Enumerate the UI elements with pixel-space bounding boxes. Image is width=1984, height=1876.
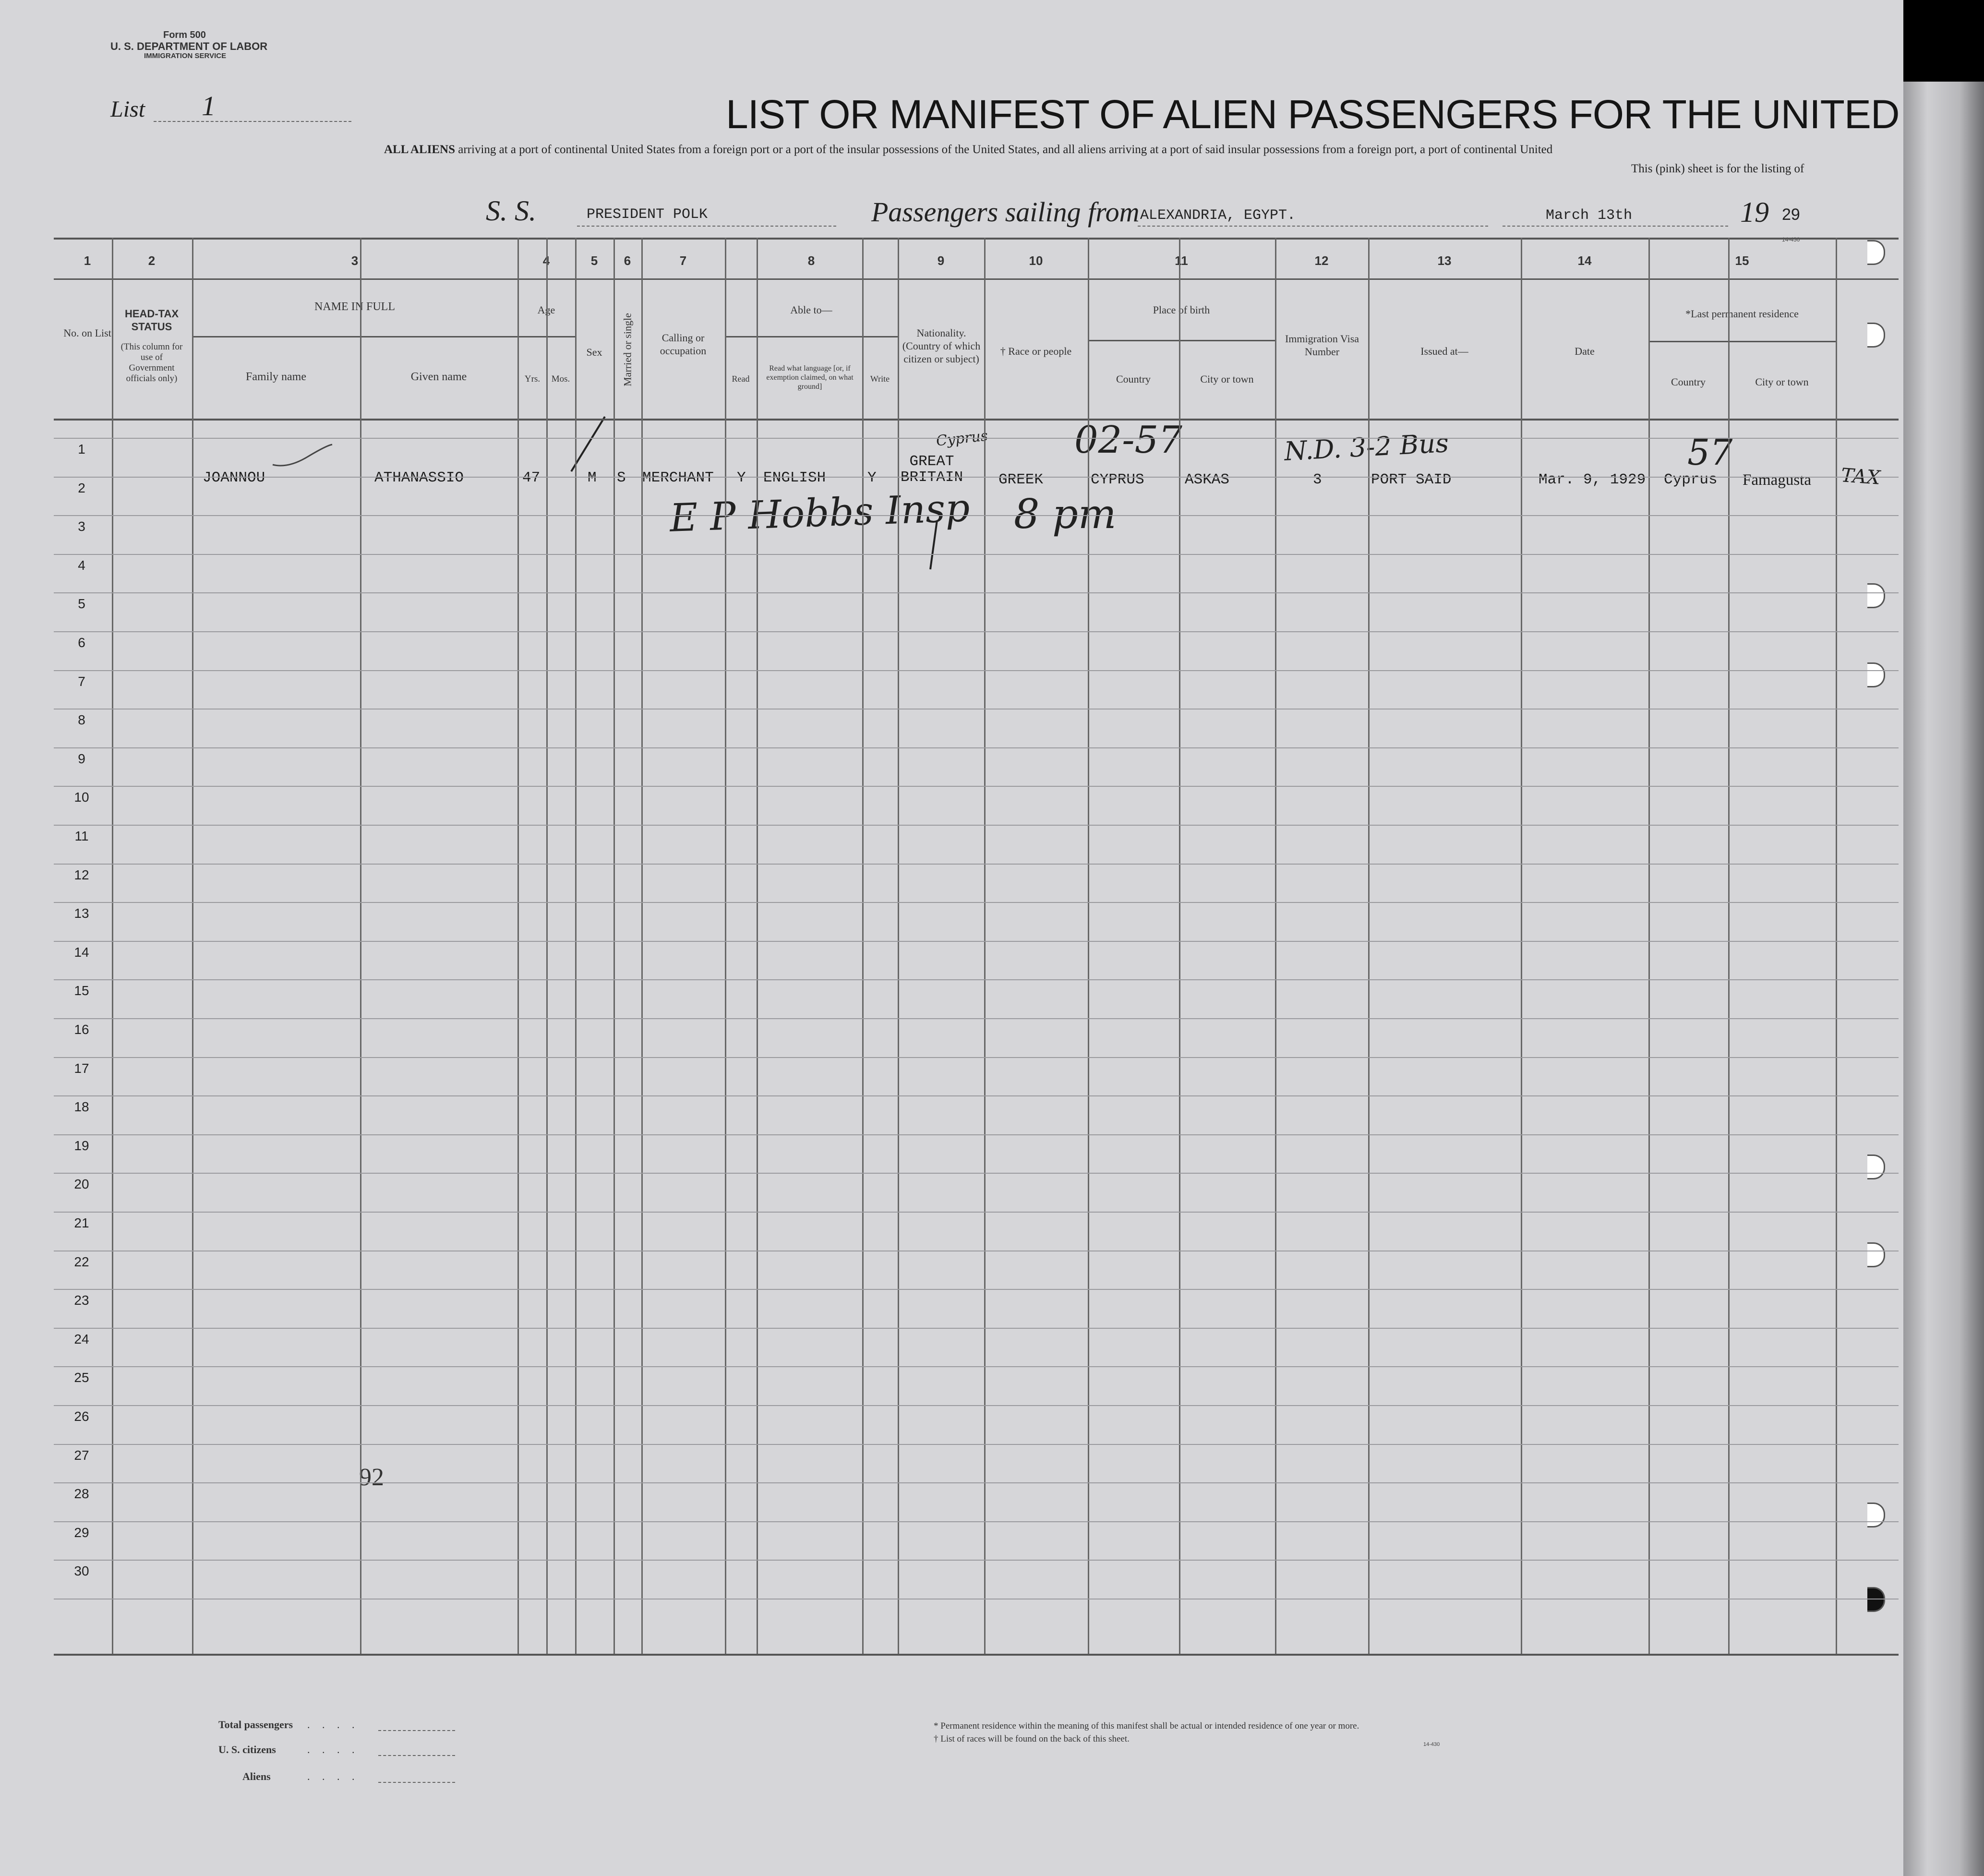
citizens-rule — [378, 1755, 455, 1756]
row-number: 17 — [74, 1061, 89, 1076]
row-number: 10 — [74, 790, 89, 805]
row-number: 16 — [74, 1022, 89, 1037]
column-rule — [360, 238, 361, 1654]
cell-age-years: 47 — [522, 469, 541, 486]
cell-occupation: MERCHANT — [642, 469, 714, 486]
row-rule — [54, 1018, 1899, 1019]
row-rule — [54, 709, 1899, 710]
ss-label: S. S. — [486, 195, 536, 227]
column-number-5: 5 — [590, 253, 598, 268]
row-number: 29 — [74, 1525, 89, 1540]
row-rule — [54, 1444, 1899, 1445]
residence-subheader-rule — [1648, 341, 1836, 342]
row-rule — [54, 631, 1899, 632]
cell-visa-date: Mar. 9, 1929 — [1539, 471, 1646, 488]
footnote-races: † List of races will be found on the back of this sheet. — [934, 1734, 1130, 1744]
row-number: 7 — [78, 674, 85, 689]
header-visa-number: Immigration Visa Number — [1285, 333, 1359, 358]
column-number-12: 12 — [1314, 253, 1329, 268]
row-rule — [54, 1521, 1899, 1522]
column-rule — [546, 238, 548, 1654]
row-rule — [54, 1560, 1899, 1561]
row-rule — [54, 941, 1899, 942]
header-head-tax-note: (This column for use of Government officials only) — [120, 342, 183, 384]
year-suffix: 29 — [1782, 205, 1800, 224]
header-calling: Calling or occupation — [660, 332, 707, 357]
header-date: Date — [1575, 345, 1595, 357]
port-rule — [1138, 226, 1488, 227]
header-yrs: Yrs. — [524, 374, 541, 384]
handwritten-race-code: 02-57 — [1074, 419, 1182, 462]
header-residence-city: City or town — [1755, 376, 1809, 388]
row-rule — [54, 747, 1899, 748]
row-rule — [54, 1366, 1899, 1367]
column-rule — [862, 238, 864, 1654]
binder-hole — [1867, 1587, 1885, 1612]
cell-family-name: JOANNOU — [203, 469, 265, 486]
dots-2: . . . . — [307, 1744, 360, 1756]
stamp-number: 92 — [359, 1464, 384, 1491]
footer-total-passengers: Total passengers — [218, 1719, 293, 1731]
able-subheader-rule — [725, 336, 898, 337]
cell-language: ENGLISH — [763, 469, 826, 486]
row-rule — [54, 902, 1899, 903]
header-birth-city: City or town — [1200, 373, 1254, 385]
date-rule — [1503, 226, 1728, 227]
row-rule — [54, 1212, 1899, 1213]
column-rule — [1088, 238, 1089, 1654]
row-number: 6 — [78, 635, 85, 650]
row-rule — [54, 438, 1899, 439]
handwritten-tax: TAX — [1840, 464, 1881, 489]
header-place-of-birth: Place of birth — [1153, 304, 1210, 316]
total-rule — [378, 1730, 455, 1731]
column-number-7: 7 — [679, 253, 687, 268]
table-bottom-rule — [54, 1654, 1899, 1656]
row-number: 8 — [78, 712, 85, 727]
footer-us-citizens: U. S. citizens — [218, 1744, 276, 1756]
header-married-or-single: Married or single — [621, 313, 634, 386]
column-rule — [757, 238, 758, 1654]
column-rule — [517, 238, 519, 1654]
cell-sex: M — [588, 469, 597, 486]
family-name-check-mark — [269, 441, 336, 469]
sailing-label: Passengers sailing from — [871, 196, 1140, 228]
handwritten-residence-code: 57 — [1687, 432, 1733, 473]
row-number: 15 — [74, 983, 89, 998]
row-rule — [54, 477, 1899, 478]
cell-read: Y — [737, 469, 746, 486]
list-number: 1 — [202, 90, 216, 121]
column-rule — [1521, 238, 1522, 1654]
column-rule — [984, 238, 986, 1654]
subtitle-lead: ALL ALIENS — [384, 143, 455, 156]
row-number: 21 — [74, 1215, 89, 1230]
column-number-rule — [54, 278, 1899, 280]
header-no-on-list: No. on List — [63, 327, 111, 339]
row-rule — [54, 864, 1899, 865]
header-able-to: Able to— — [790, 304, 832, 316]
row-rule — [54, 1134, 1899, 1135]
cell-residence-country: Cyprus — [1664, 471, 1718, 488]
cell-marital-status: S — [617, 469, 626, 486]
cell-given-name: ATHANASSIO — [374, 469, 464, 486]
column-number-6: 6 — [624, 253, 631, 268]
age-check-mark — [566, 413, 610, 475]
binder-hole — [1867, 1154, 1885, 1179]
header-bottom-rule — [54, 419, 1899, 421]
header-race: † Race or people — [1000, 345, 1072, 357]
column-rule — [575, 238, 577, 1654]
row-number: 12 — [74, 867, 89, 882]
row-rule — [54, 592, 1899, 593]
column-rule — [1368, 238, 1370, 1654]
row-rule — [54, 1405, 1899, 1406]
row-rule — [54, 1289, 1899, 1290]
row-number: 3 — [78, 519, 85, 534]
row-rule — [54, 670, 1899, 671]
subtitle-line-1 — [384, 143, 1552, 156]
aliens-rule — [378, 1782, 455, 1783]
inspector-signature: E P Hobbs Insp — [669, 485, 971, 541]
footer-code: 14-430 — [1423, 1742, 1440, 1747]
column-rule — [898, 238, 899, 1654]
row-rule — [54, 1328, 1899, 1329]
ship-rule — [577, 226, 836, 227]
cell-race: GREEK — [998, 471, 1044, 488]
column-rule — [192, 238, 193, 1654]
column-number-4: 4 — [542, 253, 550, 268]
form-number: Form 500 — [163, 30, 206, 40]
row-number: 13 — [74, 906, 89, 921]
cell-birth-city: ASKAS — [1185, 471, 1230, 488]
column-number-11: 11 — [1175, 253, 1188, 268]
row-rule — [54, 979, 1899, 980]
binder-hole — [1867, 323, 1885, 348]
cell-birth-country: CYPRUS — [1091, 471, 1144, 488]
column-number-10: 10 — [1029, 253, 1043, 268]
column-number-15: 15 — [1735, 253, 1749, 268]
department-label: U. S. DEPARTMENT OF LABOR — [110, 40, 268, 52]
row-rule — [54, 1173, 1899, 1174]
row-rule — [54, 1482, 1899, 1483]
handwritten-hour: 8 pm — [1014, 491, 1117, 538]
row-number: 4 — [78, 558, 85, 573]
column-rule — [725, 238, 726, 1654]
handwritten-nationality-note: Cyprus — [935, 427, 989, 450]
list-number-rule — [154, 121, 351, 122]
header-residence-country: Country — [1671, 376, 1706, 388]
header-issued-at: Issued at— — [1420, 345, 1468, 357]
binder-hole — [1867, 662, 1885, 687]
row-rule — [54, 554, 1899, 555]
row-rule — [54, 515, 1899, 516]
column-rule — [641, 238, 643, 1654]
header-sex: Sex — [586, 346, 602, 358]
column-rule — [112, 238, 113, 1654]
row-number: 2 — [78, 481, 85, 495]
column-rule — [1728, 238, 1730, 1654]
name-subheader-rule — [192, 336, 517, 337]
row-number: 22 — [74, 1254, 89, 1269]
header-name-in-full: NAME IN FULL — [314, 301, 395, 313]
row-number: 20 — [74, 1177, 89, 1191]
row-number: 25 — [74, 1370, 89, 1385]
page-title: LIST OR MANIFEST OF ALIEN PASSENGERS FOR THE UNITED — [726, 92, 1900, 137]
column-number-14: 14 — [1577, 253, 1592, 268]
row-number: 27 — [74, 1448, 89, 1463]
header-family-name: Family name — [246, 371, 306, 383]
footnote-residence: * Permanent residence within the meaning of this manifest shall be actual or intended residence of one year or more. — [934, 1721, 1359, 1731]
row-number: 28 — [74, 1486, 89, 1501]
row-number: 19 — [74, 1138, 89, 1153]
row-number: 23 — [74, 1293, 89, 1308]
column-rule — [1836, 238, 1837, 1654]
dots-3: . . . . — [307, 1770, 360, 1782]
row-rule — [54, 1095, 1899, 1096]
column-rule — [1179, 238, 1180, 1654]
service-label: IMMIGRATION SERVICE — [144, 52, 227, 60]
table-top-rule — [54, 238, 1899, 240]
header-write: Write — [870, 374, 890, 384]
binder-hole — [1867, 583, 1885, 608]
header-given-name: Given name — [410, 371, 467, 383]
row-number: 24 — [74, 1332, 89, 1347]
row-rule — [54, 786, 1899, 787]
year-prefix: 19 — [1740, 196, 1769, 228]
header-last-residence: *Last permanent residence — [1685, 308, 1799, 320]
column-number-1: 1 — [84, 253, 91, 268]
row-number: 26 — [74, 1409, 89, 1424]
column-number-3: 3 — [351, 253, 359, 268]
column-rule — [1648, 238, 1650, 1654]
header-read: Read — [732, 374, 750, 384]
row-number: 5 — [78, 596, 85, 611]
header-age: Age — [537, 304, 555, 316]
cell-nationality: GREAT BRITAIN — [900, 453, 963, 486]
cell-visa-number: 3 — [1313, 471, 1322, 488]
row-number: 11 — [74, 829, 89, 843]
column-number-9: 9 — [937, 253, 945, 268]
birth-subheader-rule — [1088, 340, 1275, 341]
header-mos: Mos. — [551, 374, 570, 384]
subtitle-line-2: This (pink) sheet is for the listing of — [1631, 162, 1804, 175]
header-read-language: Read what language [or, if exemption claimed, on what ground] — [766, 364, 854, 391]
header-birth-country: Country — [1116, 373, 1151, 385]
column-number-8: 8 — [807, 253, 815, 268]
binder-hole — [1867, 1242, 1885, 1267]
cell-residence-city: Famagusta — [1743, 471, 1811, 489]
cell-issued-at: PORT SAID — [1371, 471, 1452, 488]
row-number: 30 — [74, 1563, 89, 1578]
column-number-2: 2 — [148, 253, 156, 268]
header-head-tax: HEAD-TAX STATUS — [124, 308, 179, 333]
header-nationality: Nationality. (Country of which citizen or subject) — [902, 327, 981, 365]
row-number: 1 — [78, 442, 85, 457]
footer-aliens: Aliens — [242, 1770, 271, 1782]
adjacent-page-edge — [1903, 82, 1984, 1876]
row-rule — [54, 1057, 1899, 1058]
binder-hole — [1867, 1503, 1885, 1527]
row-number: 14 — [74, 945, 89, 960]
column-rule — [613, 238, 615, 1654]
printer-code: 14-430 — [1782, 236, 1800, 243]
row-number: 18 — [74, 1099, 89, 1114]
handwritten-visa-note: N.D. 3-2 Bus — [1283, 428, 1450, 467]
row-number: 9 — [78, 751, 85, 766]
column-number-13: 13 — [1437, 253, 1452, 268]
dots-1: . . . . — [307, 1719, 360, 1731]
ship-name: PRESIDENT POLK — [587, 206, 708, 223]
departure-port: ALEXANDRIA, EGYPT. — [1140, 207, 1296, 224]
signature-stroke — [926, 518, 941, 571]
subtitle-text: arriving at a port of continental United States from a foreign port or a port of the insular possessions of the United States, and all aliens arriving at a port of said insular possessions from a foreign port, a port of continental United — [458, 143, 1553, 156]
binder-hole — [1867, 240, 1885, 265]
list-label: List — [110, 96, 145, 122]
row-rule — [54, 825, 1899, 826]
column-rule — [1275, 238, 1276, 1654]
cell-write: Y — [867, 469, 877, 486]
departure-date: March 13th — [1546, 207, 1633, 224]
